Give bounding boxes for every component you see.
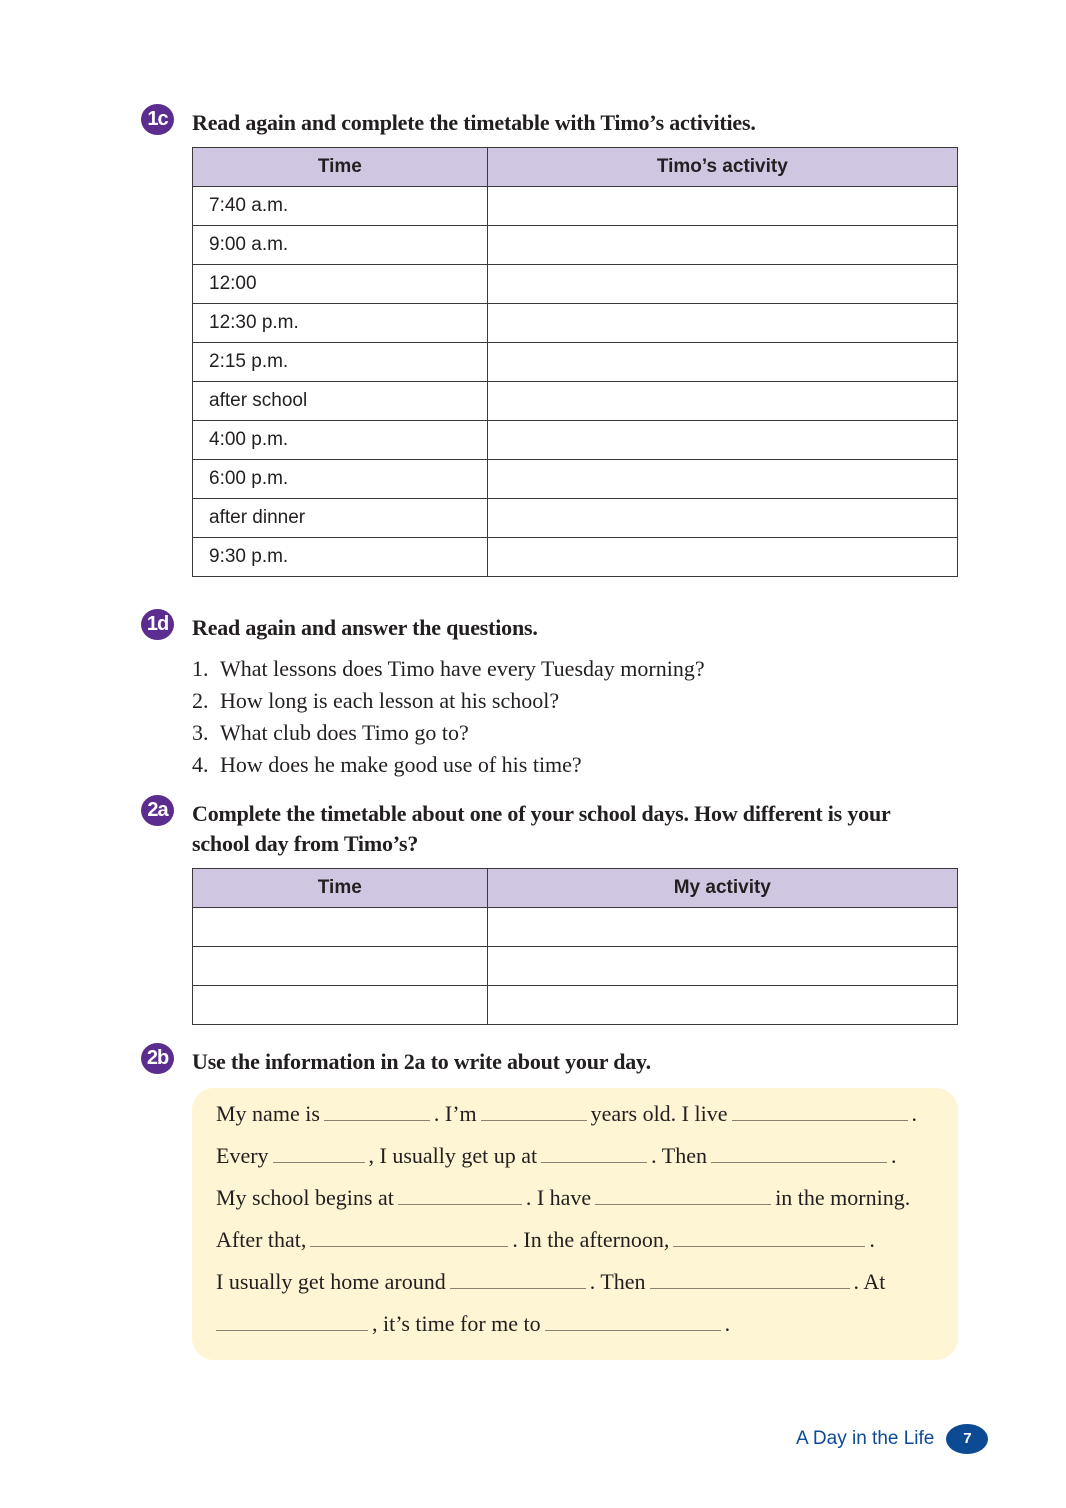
exercise-1d-instruction: Read again and answer the questions. <box>192 615 538 640</box>
time-cell: 9:30 p.m. <box>193 538 488 577</box>
time-cell: after school <box>193 382 488 421</box>
text-segment: . <box>911 1101 918 1126</box>
time-cell[interactable] <box>193 947 488 986</box>
blank-school-start[interactable] <box>398 1182 522 1205</box>
table-row <box>193 499 958 538</box>
text-segment: , it’s time for me to <box>372 1311 541 1336</box>
table-row <box>193 304 958 343</box>
text-segment: I usually get home around <box>216 1269 446 1294</box>
activity-cell[interactable] <box>487 460 957 499</box>
time-cell: 4:00 p.m. <box>193 421 488 460</box>
writing-line-3 <box>216 1182 910 1212</box>
question-text: What club does Timo go to? <box>220 720 469 745</box>
blank-day[interactable] <box>273 1140 365 1163</box>
time-cell: after dinner <box>193 499 488 538</box>
page-number: 7 <box>946 1424 988 1454</box>
blank-wake-time[interactable] <box>541 1140 647 1163</box>
question-text: How long is each lesson at his school? <box>220 688 560 713</box>
table-row <box>193 382 958 421</box>
exercise-2a-instruction-line1: Complete the timetable about one of your school days. How different is your <box>192 801 891 826</box>
activity-cell[interactable] <box>487 304 957 343</box>
activity-cell[interactable] <box>487 343 957 382</box>
text-segment: . I have <box>525 1185 592 1210</box>
exercise-2a-instruction-line2: school day from Timo’s? <box>192 831 419 856</box>
activity-cell[interactable] <box>487 226 957 265</box>
table-row <box>193 226 958 265</box>
text-segment: . Then <box>589 1269 646 1294</box>
table-row <box>193 538 958 577</box>
question-text: How does he make good use of his time? <box>220 752 582 777</box>
text-segment: Every <box>216 1143 269 1168</box>
my-timetable <box>192 868 958 1025</box>
column-header-activity: Timo’s activity <box>487 148 957 187</box>
blank-afternoon[interactable] <box>673 1224 865 1247</box>
text-segment: , I usually get up at <box>368 1143 538 1168</box>
blank-name[interactable] <box>324 1098 430 1121</box>
exercise-badge-2a: 2a <box>141 795 174 826</box>
question-number: 4. <box>192 752 209 777</box>
activity-cell[interactable] <box>487 265 957 304</box>
unit-title: A Day in the Life <box>796 1428 935 1449</box>
text-segment: . <box>724 1311 731 1336</box>
blank-evening-activity[interactable] <box>650 1266 850 1289</box>
blank-home-time[interactable] <box>450 1266 586 1289</box>
table-row <box>193 908 958 947</box>
exercise-1c-instruction: Read again and complete the timetable with Timo’s activities. <box>192 110 756 135</box>
text-segment: . In the afternoon, <box>512 1227 670 1252</box>
blank-after-that[interactable] <box>310 1224 508 1247</box>
question-item <box>192 717 705 749</box>
activity-cell[interactable] <box>487 986 957 1025</box>
writing-line-2 <box>216 1140 896 1170</box>
question-number: 2. <box>192 688 209 713</box>
time-cell: 2:15 p.m. <box>193 343 488 382</box>
text-segment: . <box>869 1227 875 1252</box>
question-list <box>192 653 705 781</box>
question-number: 3. <box>192 720 209 745</box>
text-segment: My name is <box>216 1101 320 1126</box>
text-segment: in the morning. <box>775 1185 911 1210</box>
text-segment: After that, <box>216 1227 307 1252</box>
time-cell: 9:00 a.m. <box>193 226 488 265</box>
text-segment: . I’m <box>433 1101 477 1126</box>
exercise-badge-1c: 1c <box>141 104 174 135</box>
activity-cell[interactable] <box>487 187 957 226</box>
column-header-time: Time <box>193 148 488 187</box>
table-row <box>193 947 958 986</box>
column-header-activity: My activity <box>487 869 957 908</box>
blank-age[interactable] <box>481 1098 587 1121</box>
writing-line-4 <box>216 1224 875 1254</box>
time-cell: 12:30 p.m. <box>193 304 488 343</box>
exercise-badge-1d: 1d <box>141 609 174 640</box>
blank-bedtime-activity[interactable] <box>545 1308 721 1331</box>
text-segment: . At <box>853 1269 886 1294</box>
text-segment: My school begins at <box>216 1185 394 1210</box>
blank-bedtime[interactable] <box>216 1308 368 1331</box>
activity-cell[interactable] <box>487 421 957 460</box>
blank-morning-lessons[interactable] <box>595 1182 771 1205</box>
writing-line-6 <box>216 1308 730 1338</box>
writing-line-5 <box>216 1266 885 1296</box>
time-cell: 7:40 a.m. <box>193 187 488 226</box>
activity-cell[interactable] <box>487 538 957 577</box>
time-cell: 6:00 p.m. <box>193 460 488 499</box>
question-number: 1. <box>192 656 209 681</box>
activity-cell[interactable] <box>487 908 957 947</box>
question-text: What lessons does Timo have every Tuesday morning? <box>220 656 705 681</box>
time-cell: 12:00 <box>193 265 488 304</box>
activity-cell[interactable] <box>487 499 957 538</box>
question-item <box>192 749 705 781</box>
activity-cell[interactable] <box>487 947 957 986</box>
time-cell[interactable] <box>193 908 488 947</box>
text-segment: . Then <box>651 1143 707 1168</box>
question-item <box>192 653 705 685</box>
activity-cell[interactable] <box>487 382 957 421</box>
exercise-badge-2b: 2b <box>141 1043 174 1074</box>
writing-line-1 <box>216 1098 917 1128</box>
table-row <box>193 187 958 226</box>
table-row <box>193 343 958 382</box>
column-header-time: Time <box>193 869 488 908</box>
table-row <box>193 986 958 1025</box>
blank-morning-activity[interactable] <box>711 1140 887 1163</box>
text-segment: years old. I live <box>590 1101 728 1126</box>
table-row <box>193 460 958 499</box>
exercise-2b-instruction: Use the information in 2a to write about your day. <box>192 1049 651 1074</box>
writing-frame <box>192 1088 958 1360</box>
timo-timetable <box>192 147 958 577</box>
question-item <box>192 685 705 717</box>
table-row <box>193 421 958 460</box>
blank-location[interactable] <box>732 1098 908 1121</box>
text-segment: . <box>890 1143 897 1168</box>
time-cell[interactable] <box>193 986 488 1025</box>
page-footer <box>796 1424 988 1454</box>
table-row <box>193 265 958 304</box>
